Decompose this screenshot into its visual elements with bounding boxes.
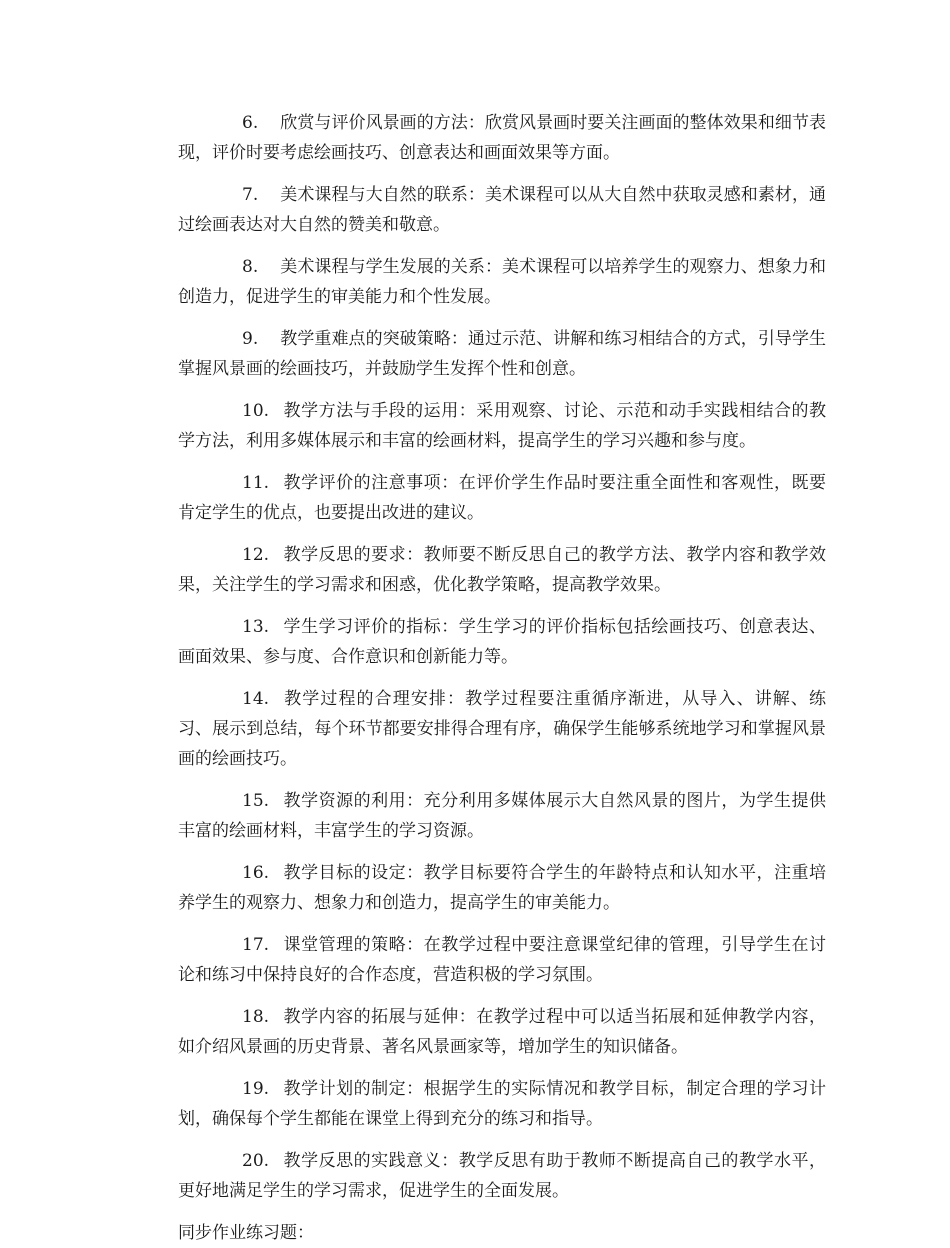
item-number: 18. bbox=[242, 1007, 270, 1027]
list-item bbox=[178, 180, 826, 240]
item-number: 20. bbox=[242, 1151, 270, 1171]
list-item bbox=[178, 858, 826, 918]
list-item bbox=[178, 468, 826, 528]
item-number: 10. bbox=[242, 401, 270, 421]
item-text: 教学重难点的突破策略：通过示范、讲解和练习相结合的方式，引导学生掌握风景画的绘画技巧，并鼓励学生发挥个性和创意。 bbox=[178, 329, 826, 379]
item-text: 课堂管理的策略：在教学过程中要注意课堂纪律的管理，引导学生在讨论和练习中保持良好的合作态度，营造积极的学习氛围。 bbox=[178, 935, 826, 985]
item-text: 教学反思的要求：教师要不断反思自己的教学方法、教学内容和教学效果，关注学生的学习需求和困惑，优化教学策略，提高教学效果。 bbox=[178, 545, 826, 595]
document-body bbox=[178, 108, 826, 1248]
item-text: 教学反思的实践意义：教学反思有助于教师不断提高自己的教学水平，更好地满足学生的学习需求，促进学生的全面发展。 bbox=[178, 1151, 826, 1201]
list-item bbox=[178, 1146, 826, 1206]
list-item bbox=[178, 786, 826, 846]
item-number: 13. bbox=[242, 617, 270, 637]
item-number: 17. bbox=[242, 935, 270, 955]
item-number: 8. bbox=[242, 257, 259, 277]
item-text: 学生学习评价的指标：学生学习的评价指标包括绘画技巧、创意表达、画面效果、参与度、合作意识和创新能力等。 bbox=[178, 617, 826, 667]
list-item bbox=[178, 108, 826, 168]
list-item bbox=[178, 612, 826, 672]
item-text: 欣赏与评价风景画的方法：欣赏风景画时要关注画面的整体效果和细节表现，评价时要考虑绘画技巧、创意表达和画面效果等方面。 bbox=[178, 113, 826, 163]
item-number: 7. bbox=[242, 185, 259, 205]
list-item bbox=[178, 684, 826, 774]
item-number: 12. bbox=[242, 545, 270, 565]
section-heading: 同步作业练习题： bbox=[178, 1223, 314, 1243]
item-text: 教学方法与手段的运用：采用观察、讨论、示范和动手实践相结合的教学方法，利用多媒体展示和丰富的绘画材料，提高学生的学习兴趣和参与度。 bbox=[178, 401, 826, 451]
item-number: 6. bbox=[242, 113, 259, 133]
item-text: 教学目标的设定：教学目标要符合学生的年龄特点和认知水平，注重培养学生的观察力、想象力和创造力，提高学生的审美能力。 bbox=[178, 863, 826, 913]
item-number: 16. bbox=[242, 863, 270, 883]
item-text: 美术课程与大自然的联系：美术课程可以从大自然中获取灵感和素材，通过绘画表达对大自然的赞美和敬意。 bbox=[178, 185, 826, 235]
item-text: 教学过程的合理安排：教学过程要注重循序渐进，从导入、讲解、练习、展示到总结，每个环节都要安排得合理有序，确保学生能够系统地学习和掌握风景画的绘画技巧。 bbox=[178, 689, 826, 769]
list-item bbox=[178, 540, 826, 600]
item-number: 11. bbox=[242, 473, 270, 493]
list-item bbox=[178, 930, 826, 990]
list-item bbox=[178, 1074, 826, 1134]
item-number: 15. bbox=[242, 791, 270, 811]
list-item bbox=[178, 324, 826, 384]
item-text: 教学计划的制定：根据学生的实际情况和教学目标，制定合理的学习计划，确保每个学生都能在课堂上得到充分的练习和指导。 bbox=[178, 1079, 826, 1129]
list-item bbox=[178, 396, 826, 456]
item-number: 9. bbox=[242, 329, 259, 349]
item-text: 教学评价的注意事项：在评价学生作品时要注重全面性和客观性，既要肯定学生的优点，也要提出改进的建议。 bbox=[178, 473, 826, 523]
list-item bbox=[178, 252, 826, 312]
item-text: 教学资源的利用：充分利用多媒体展示大自然风景的图片，为学生提供丰富的绘画材料，丰富学生的学习资源。 bbox=[178, 791, 826, 841]
item-text: 美术课程与学生发展的关系：美术课程可以培养学生的观察力、想象力和创造力，促进学生的审美能力和个性发展。 bbox=[178, 257, 826, 307]
item-number: 14. bbox=[242, 689, 270, 709]
list-item bbox=[178, 1002, 826, 1062]
item-number: 19. bbox=[242, 1079, 270, 1099]
item-text: 教学内容的拓展与延伸：在教学过程中可以适当拓展和延伸教学内容，如介绍风景画的历史背景、著名风景画家等，增加学生的知识储备。 bbox=[178, 1007, 826, 1057]
